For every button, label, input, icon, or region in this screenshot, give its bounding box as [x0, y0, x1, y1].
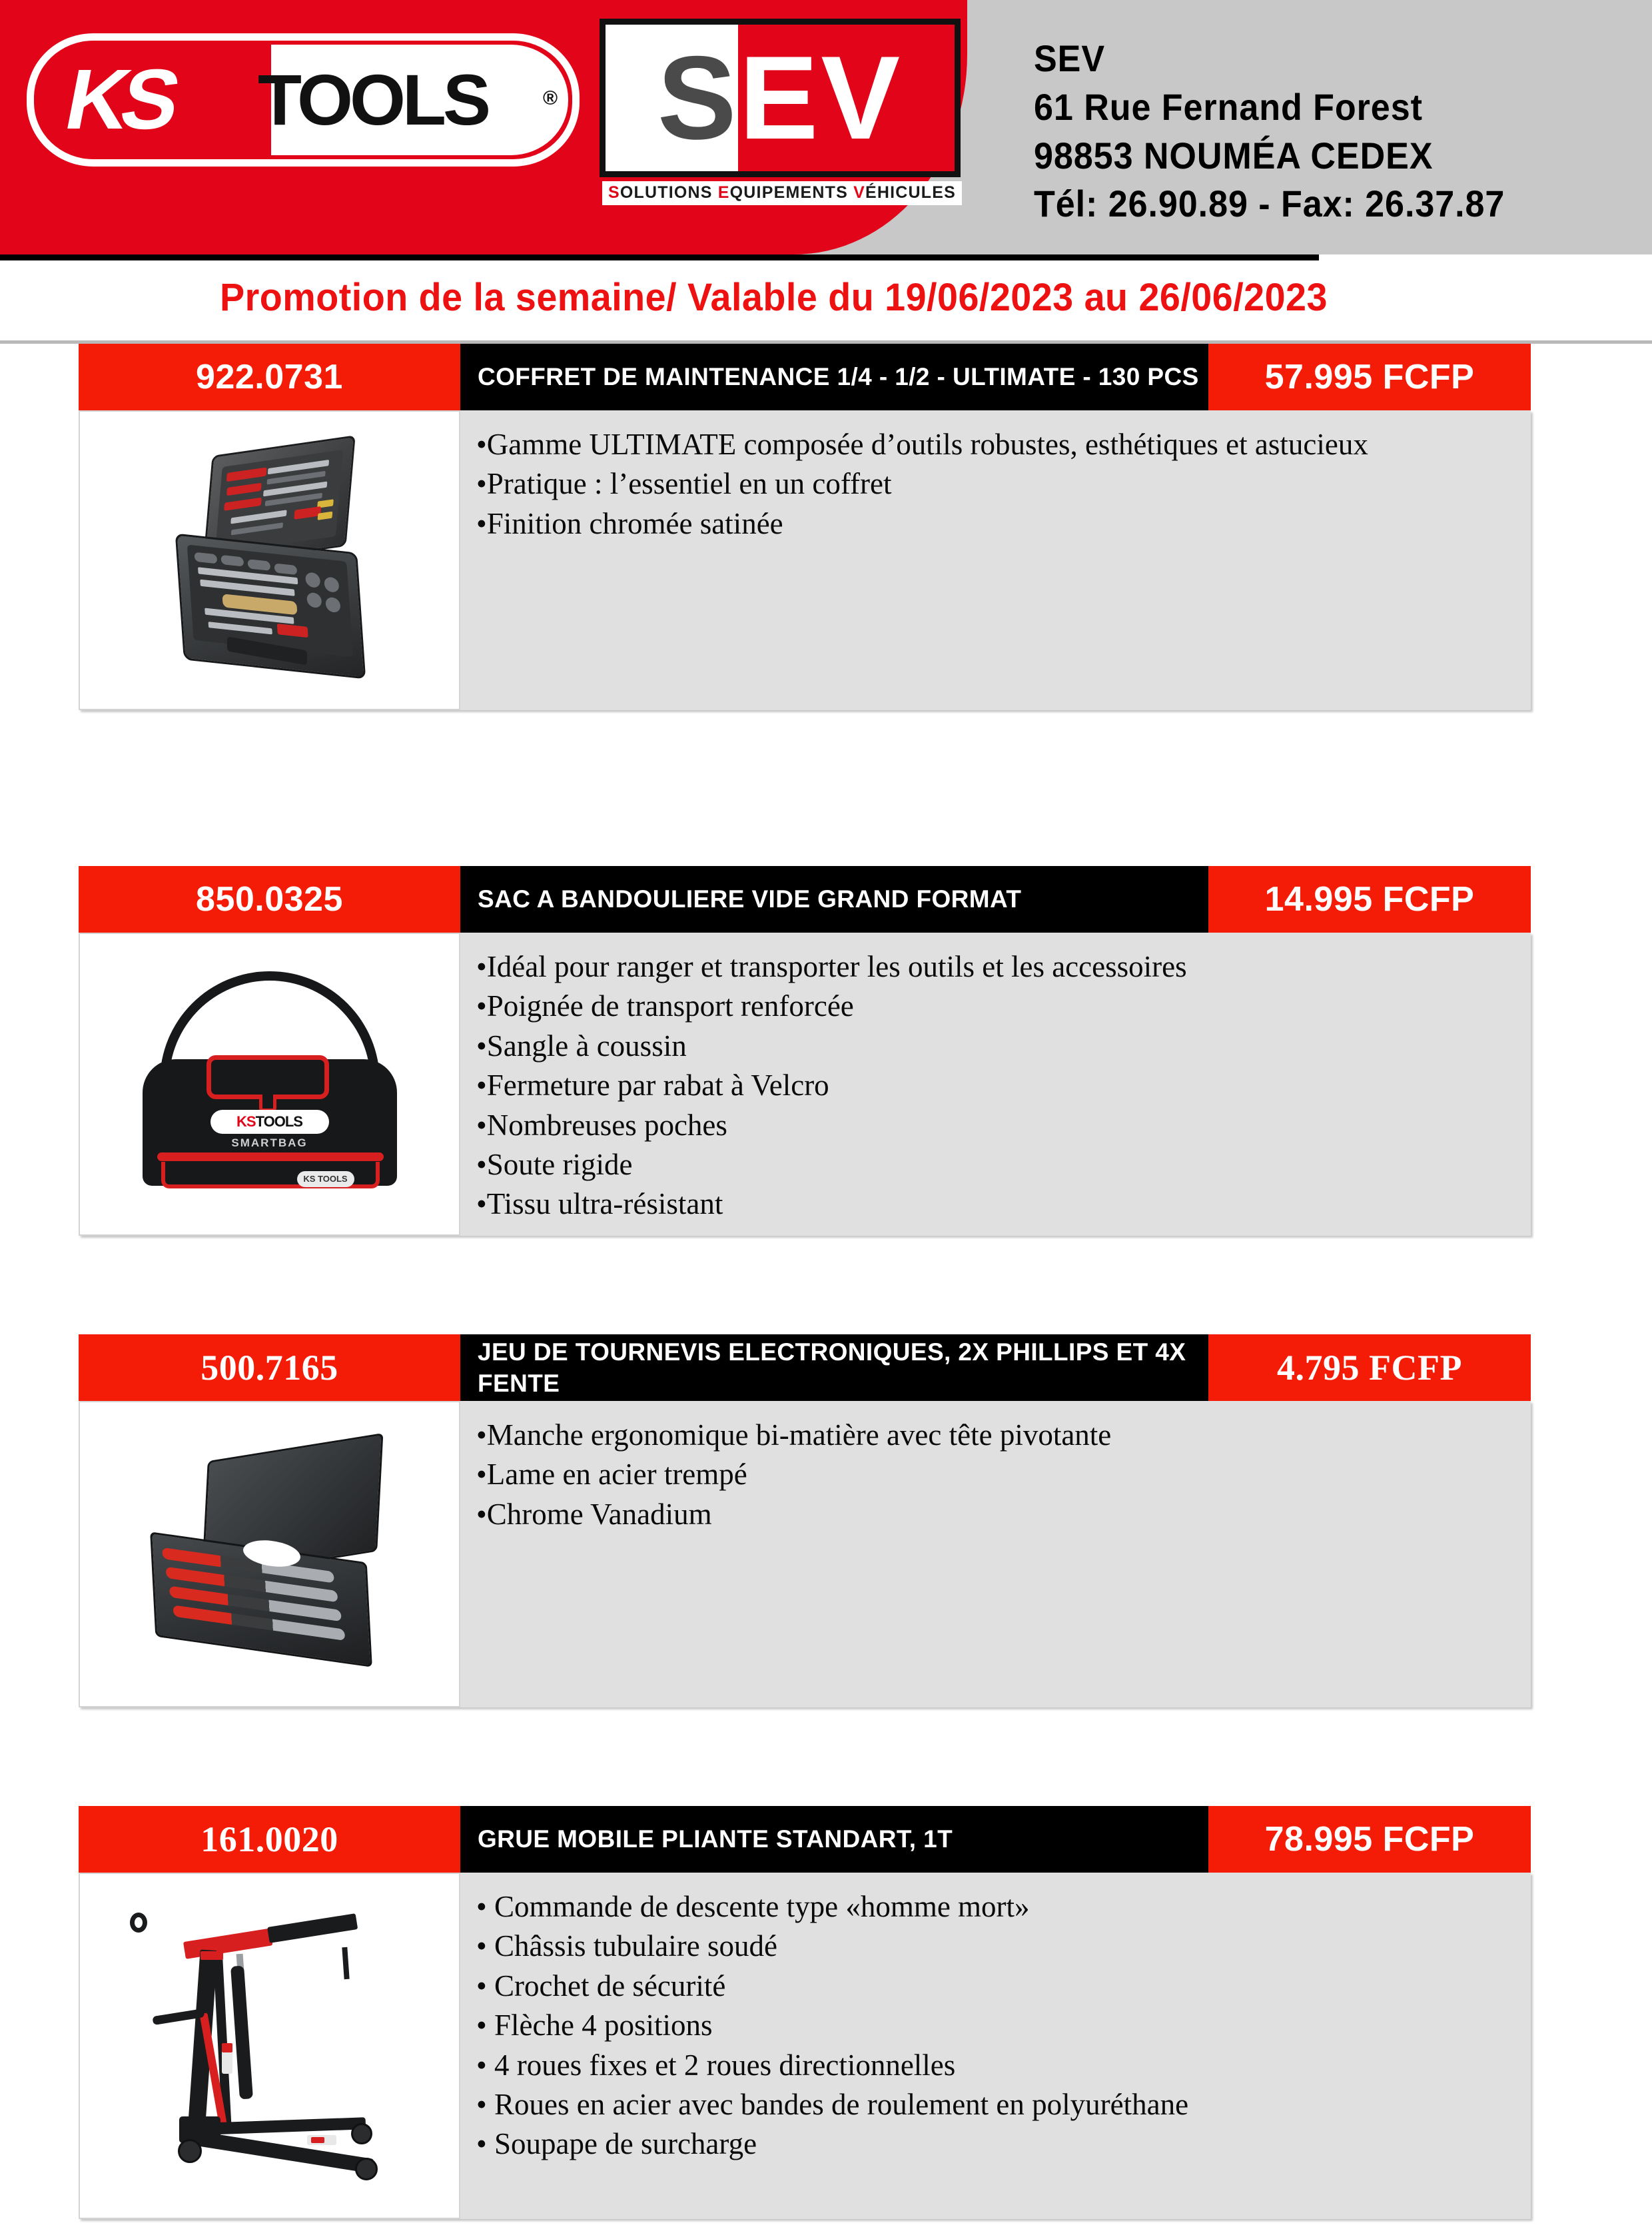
shoulder-bag-photo	[79, 933, 460, 1236]
crane-brand-label	[201, 1951, 223, 1960]
feature-item: •Finition chromée satinée	[476, 506, 783, 540]
feature-item: •Idéal pour ranger et transporter les outils et les accessoires	[476, 950, 1187, 983]
tagline-initial-s: S	[608, 183, 620, 202]
product-body	[79, 1873, 1531, 2219]
tagline-initial-e: E	[717, 183, 730, 202]
product-card	[79, 1334, 1531, 1707]
kstools-logo-tools-text: TOOLS	[258, 59, 488, 140]
product-feature-list	[476, 947, 1531, 1224]
bag-kstools-logo: KS TOOLS	[210, 1110, 329, 1134]
product-header-strip	[79, 1806, 1531, 1873]
crane-hydraulic-ram	[230, 1966, 253, 2100]
header-divider-rule	[0, 254, 1319, 260]
crane-fixed-wheel	[355, 2158, 378, 2180]
product-description	[460, 410, 1531, 710]
product-price: 4.795 FCFP	[1208, 1334, 1531, 1401]
feature-item: •Fermeture par rabat à Velcro	[476, 1069, 829, 1103]
product-header-strip	[79, 344, 1531, 410]
feature-item: •Nombreuses poches	[476, 1108, 727, 1142]
product-card	[79, 344, 1531, 710]
feature-item: •Pratique : l’essentiel en un coffret	[476, 467, 892, 501]
tagline-word-equipements: QUIPEMENTS	[729, 183, 854, 202]
registered-trademark-icon: ®	[543, 87, 558, 109]
feature-item: •Poignée de transport renforcée	[476, 989, 854, 1023]
kstools-logo-inner	[34, 41, 572, 159]
crane-mast	[187, 1949, 217, 2134]
sev-letter-v: V	[821, 31, 903, 164]
sev-letter-s: S	[657, 31, 739, 164]
toolcase-lid-interior	[214, 450, 342, 554]
tagline-word-vehicules: ÉHICULES	[865, 183, 956, 202]
sev-logo-tagline	[602, 181, 962, 205]
sev-letter-e: E	[739, 31, 821, 164]
product-feature-list	[476, 425, 1531, 544]
company-contact-block	[1034, 35, 1505, 228]
product-sku: 850.0325	[79, 866, 460, 933]
screwdriver-set-photo	[79, 1401, 460, 1707]
feature-item: • Châssis tubulaire soudé	[476, 1929, 777, 1963]
tagline-word-solutions: OLUTIONS	[620, 183, 718, 202]
kstools-logo	[27, 33, 580, 167]
product-card	[79, 866, 1531, 1236]
tagline-initial-v: V	[853, 183, 865, 202]
crane-warning-label-red	[222, 2043, 232, 2052]
product-sku: 500.7165	[79, 1334, 460, 1401]
tool-case-illustration	[143, 444, 396, 677]
crane-fixed-wheel	[351, 2123, 372, 2144]
bag-red-stripe	[157, 1152, 384, 1161]
crane-boom-red-section	[183, 1929, 272, 1959]
tool-case-photo	[79, 410, 460, 710]
mobile-crane-photo	[79, 1873, 460, 2219]
product-body	[79, 933, 1531, 1236]
product-card	[79, 1806, 1531, 2219]
bag-velcro-flap	[206, 1055, 329, 1099]
product-title: COFFRET DE MAINTENANCE 1/4 - 1/2 - ULTIMATE - 130 PCS	[460, 344, 1208, 410]
product-price: 78.995 FCFP	[1208, 1806, 1531, 1873]
feature-item: • Crochet de sécurité	[476, 1969, 726, 2003]
feature-item: •Sangle à coussin	[476, 1029, 687, 1063]
product-description	[460, 1401, 1531, 1707]
screwdriver-set-illustration	[130, 1441, 410, 1667]
product-body	[79, 410, 1531, 710]
product-description	[460, 933, 1531, 1236]
product-feature-list	[476, 1887, 1531, 2164]
feature-item: •Soute rigide	[476, 1147, 633, 1181]
product-sku: 922.0731	[79, 344, 460, 410]
product-price: 14.995 FCFP	[1208, 866, 1531, 933]
sev-logo	[600, 19, 961, 212]
bag-flap-tab	[259, 1095, 276, 1112]
product-header-strip	[79, 866, 1531, 933]
feature-item: • Soupape de surcharge	[476, 2127, 757, 2161]
feature-item: •Chrome Vanadium	[476, 1497, 712, 1531]
product-title: JEU DE TOURNEVIS ELECTRONIQUES, 2X PHILLIPS ET 4X FENTE	[460, 1334, 1208, 1401]
product-title: SAC A BANDOULIERE VIDE GRAND FORMAT	[460, 866, 1208, 933]
bag-brand-tag: KS TOOLS	[297, 1171, 354, 1187]
product-description	[460, 1873, 1531, 2219]
product-feature-list	[476, 1416, 1531, 1534]
contact-phone-fax: Tél: 26.90.89 - Fax: 26.37.87	[1034, 183, 1505, 225]
product-body	[79, 1401, 1531, 1707]
feature-item: • Roues en acier avec bandes de roulement en polyuréthane	[476, 2087, 1189, 2121]
sev-logo-letters	[606, 25, 955, 171]
feature-item: •Manche ergonomique bi-matière avec tête pivotante	[476, 1418, 1112, 1452]
feature-item: •Tissu ultra-résistant	[476, 1187, 723, 1221]
mobile-crane-illustration	[130, 1913, 410, 2179]
product-header-strip	[79, 1334, 1531, 1401]
shoulder-bag-illustration	[127, 971, 413, 1198]
crane-safety-hook	[130, 1913, 147, 1933]
crane-boom-black-section	[267, 1913, 358, 1943]
feature-item: •Lame en acier trempé	[476, 1458, 747, 1492]
feature-item: • Commande de descente type «homme mort»	[476, 1890, 1030, 1923]
product-title: GRUE MOBILE PLIANTE STANDART, 1T	[460, 1806, 1208, 1873]
feature-item: • Flèche 4 positions	[476, 2008, 713, 2042]
bag-smartbag-label: SMARTBAG	[231, 1136, 308, 1149]
crane-front-leg	[195, 2131, 374, 2174]
page-header	[0, 0, 1652, 254]
contact-city: 98853 NOUMÉA CEDEX	[1034, 134, 1434, 177]
contact-street: 61 Rue Fernand Forest	[1034, 85, 1423, 128]
toolcase-base-interior	[187, 544, 352, 657]
sev-logo-box	[600, 19, 961, 177]
kstools-logo-ks-text: KS	[58, 52, 182, 147]
crane-caster-wheel	[178, 2139, 202, 2163]
crane-hook-link	[342, 1947, 349, 1979]
feature-item: • 4 roues fixes et 2 roues directionnelles	[476, 2048, 956, 2082]
promotion-banner-text: Promotion de la semaine/ Valable du 19/06/2023 au 26/06/2023	[220, 276, 1328, 319]
crane-leg-label-red	[311, 2137, 324, 2143]
feature-item: •Gamme ULTIMATE composée d’outils robustes, esthétiques et astucieux	[476, 428, 1368, 461]
product-price: 57.995 FCFP	[1208, 344, 1531, 410]
product-sku: 161.0020	[79, 1806, 460, 1873]
contact-company-name: SEV	[1034, 37, 1106, 79]
